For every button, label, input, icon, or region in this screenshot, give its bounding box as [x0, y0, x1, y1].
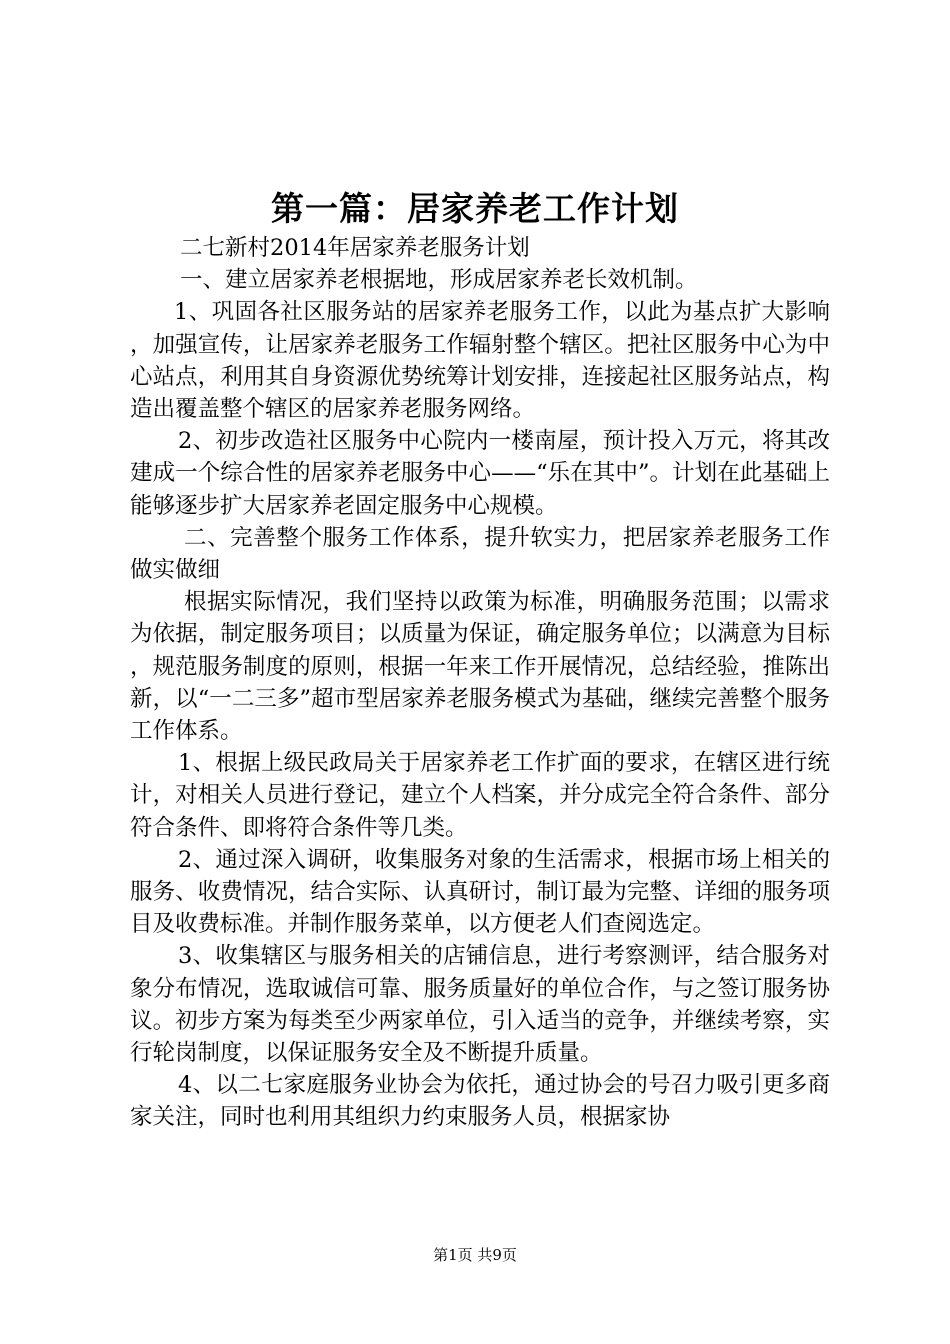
paragraph-item-2-3: 3、收集辖区与服务相关的店铺信息，进行考察测评，结合服务对象分布情况，选取诚信可靠、服务质量好的单位合作，与之签订服务协议。初步方案为每类至少两家单位，引入适当的竞争，并继续考察，实行轮岗制度，以保证服务安全及不断提升质量。 — [130, 943, 830, 1067]
paragraph-item-1-2: 2、初步改造社区服务中心院内一楼南屋，预计投入万元，将其改建成一个综合性的居家养老服务中心——“乐在其中”。计划在此基础上能够逐步扩大居家养老固定服务中心规模。 — [130, 428, 830, 519]
paragraph-section-two-intro: 根据实际情况，我们坚持以政策为标准，明确服务范围；以需求为依据，制定服务项目；以质量为保证，确定服务单位；以满意为目标，规范服务制度的原则，根据一年来工作开展情况，总结经验，推陈出新，以“一二三多”超市型居家养老服务模式为基础，继续完善整个服务工作体系。 — [130, 589, 830, 745]
paragraph-item-1-1: 1、巩固各社区服务站的居家养老服务工作，以此为基点扩大影响，加强宣传，让居家养老服务工作辐射整个辖区。把社区服务中心为中心站点，利用其自身资源优势统筹计划安排，连接起社区服务站点，构造出覆盖整个辖区的居家养老服务网络。 — [130, 299, 830, 423]
paragraph-section-one-heading: 一、建立居家养老根据地，形成居家养老长效机制。 — [180, 267, 698, 294]
document-body — [130, 232, 830, 1134]
paragraph-item-2-1: 1、根据上级民政局关于居家养老工作扩面的要求，在辖区进行统计，对相关人员进行登记，建立个人档案，并分成完全符合条件、部分符合条件、即将符合条件等几类。 — [130, 750, 830, 841]
paragraph-item-2-2: 2、通过深入调研，收集服务对象的生活需求，根据市场上相关的服务、收费情况，结合实际、认真研讨，制订最为完整、详细的服务项目及收费标准。并制作服务菜单，以方便老人们查阅选定。 — [130, 846, 830, 938]
paragraph-item-2-4: 4、以二七家庭服务业协会为依托，通过协会的号召力吸引更多商家关注，同时也利用其组织力约束服务人员，根据家协 — [130, 1072, 830, 1131]
paragraph-plan-heading: 二七新村2014年居家养老服务计划 — [180, 235, 530, 261]
paragraph-section-two-heading: 二、完善整个服务工作体系，提升软实力，把居家养老服务工作做实做细 — [130, 524, 830, 584]
page-footer: 第1页 共9页 — [433, 1246, 517, 1264]
document-title: 第一篇：居家养老工作计划 — [271, 189, 679, 228]
